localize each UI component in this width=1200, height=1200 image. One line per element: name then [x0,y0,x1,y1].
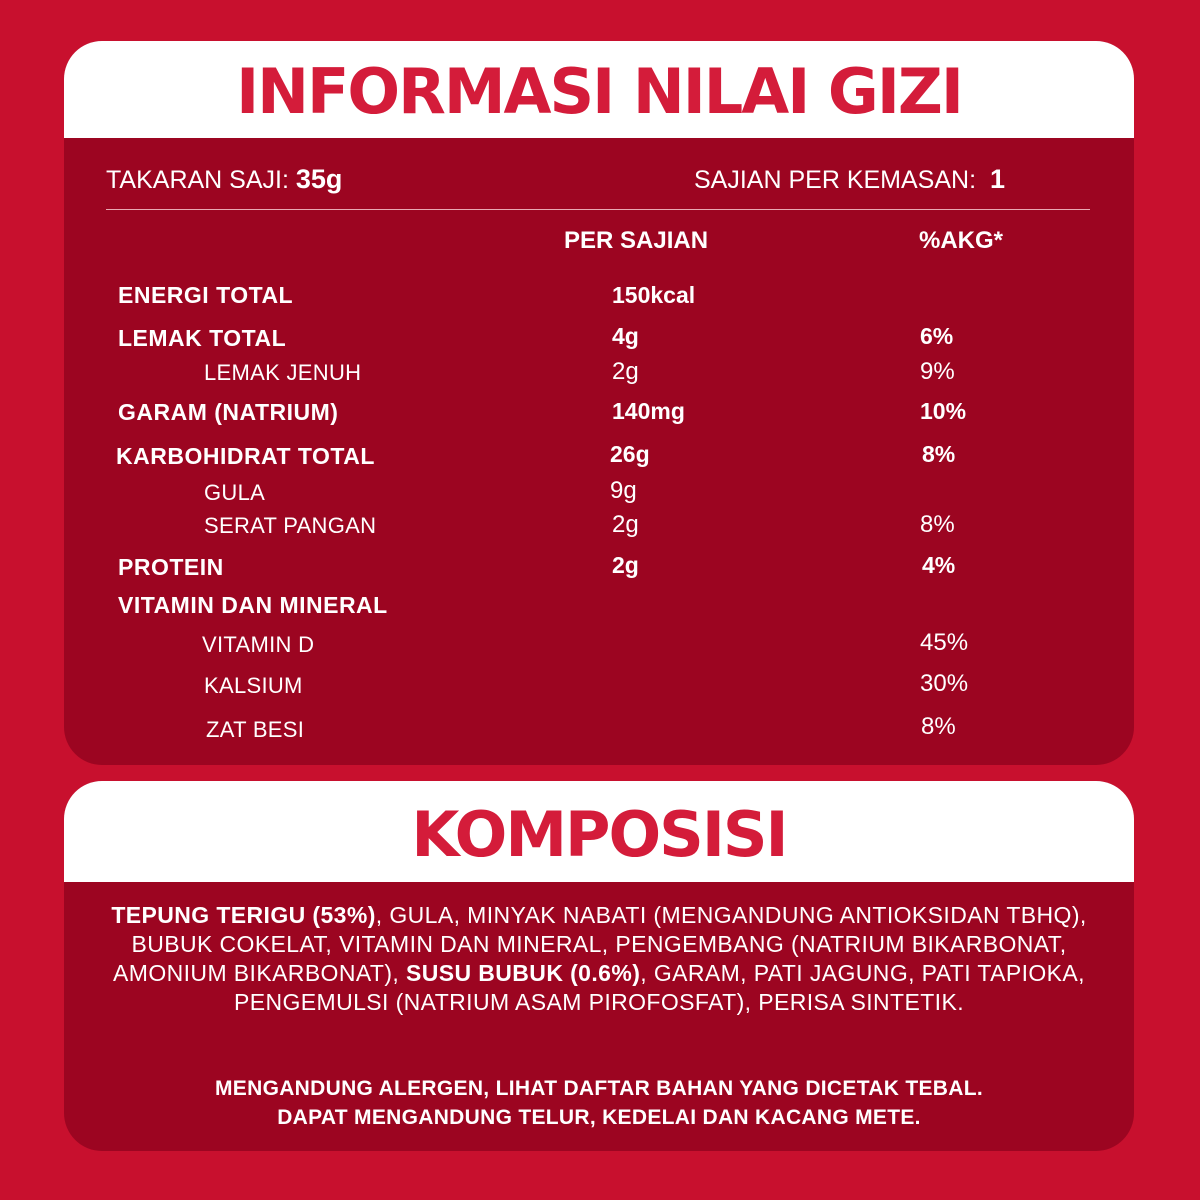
row-name: LEMAK TOTAL [118,325,287,351]
nutrition-title: INFORMASI NILAI GIZI [64,41,1134,138]
ingredient-highlight: TEPUNG TERIGU (53%) [111,902,376,928]
row-name: VITAMIN D [202,632,315,657]
row-name: LEMAK JENUH [204,360,362,385]
composition-title: KOMPOSISI [64,781,1134,882]
row-amount: 2g [612,552,639,578]
row-akg: 8% [921,713,956,740]
row-name: PROTEIN [118,554,224,580]
row-name: ENERGI TOTAL [118,282,294,308]
row-amount: 26g [610,441,650,467]
column-header-per-serving: PER SAJIAN [564,227,709,254]
row-amount: 4g [612,323,639,349]
column-header-akg: %AKG* [919,227,1004,254]
allergen-notice [104,1074,1094,1132]
serving-size-label: TAKARAN SAJI: [106,166,289,194]
servings-per-pack [694,164,1005,195]
row-name: GULA [204,480,266,505]
row-name: SERAT PANGAN [204,513,377,538]
row-akg: 9% [920,358,955,385]
nutrition-facts-panel [64,41,1134,765]
row-akg: 8% [920,511,955,538]
ingredients-text [104,901,1094,1017]
servings-per-pack-label: SAJIAN PER KEMASAN: [694,166,977,194]
row-amount: 2g [612,358,639,385]
servings-per-pack-value: 1 [989,164,1005,194]
row-amount: 140mg [612,398,685,424]
row-amount: 150kcal [612,282,696,308]
row-akg: 10% [920,398,967,424]
serving-size [106,164,342,195]
row-amount: 2g [612,511,639,538]
row-name: KARBOHIDRAT TOTAL [116,443,375,469]
row-name: GARAM (NATRIUM) [118,399,339,425]
ingredients-segment: , GARAM, PATI JAGUNG, PATI TAPIOKA, PENGEMULSI (NATRIUM ASAM PIROFOSFAT), PERISA SINTETIK. [233,960,1085,1015]
allergen-line: DAPAT MENGANDUNG TELUR, KEDELAI DAN KACANG METE. [277,1106,921,1129]
ingredients-segment: , GULA, MINYAK NABATI (MENGANDUNG ANTIOKSIDAN TBHQ), BUBUK COKELAT, VITAMIN DAN MINERAL, PENGEMBANG (NATRIUM BIKARBONAT, AMONIUM BIKARBONAT), [113,902,1087,986]
composition-panel [64,781,1134,1151]
row-name: ZAT BESI [206,717,305,742]
row-akg: 6% [920,323,954,349]
divider-line [106,209,1090,210]
ingredient-highlight: SUSU BUBUK (0.6%) [405,960,641,986]
row-name: VITAMIN DAN MINERAL [118,592,388,618]
serving-size-value: 35g [295,164,343,194]
row-amount: 9g [610,477,637,504]
allergen-line: MENGANDUNG ALERGEN, LIHAT DAFTAR BAHAN YANG DICETAK TEBAL. [215,1077,983,1100]
row-name: KALSIUM [204,673,303,698]
row-akg: 8% [922,441,956,467]
row-akg: 30% [920,670,969,697]
row-akg: 4% [922,552,956,578]
row-akg: 45% [920,629,969,656]
